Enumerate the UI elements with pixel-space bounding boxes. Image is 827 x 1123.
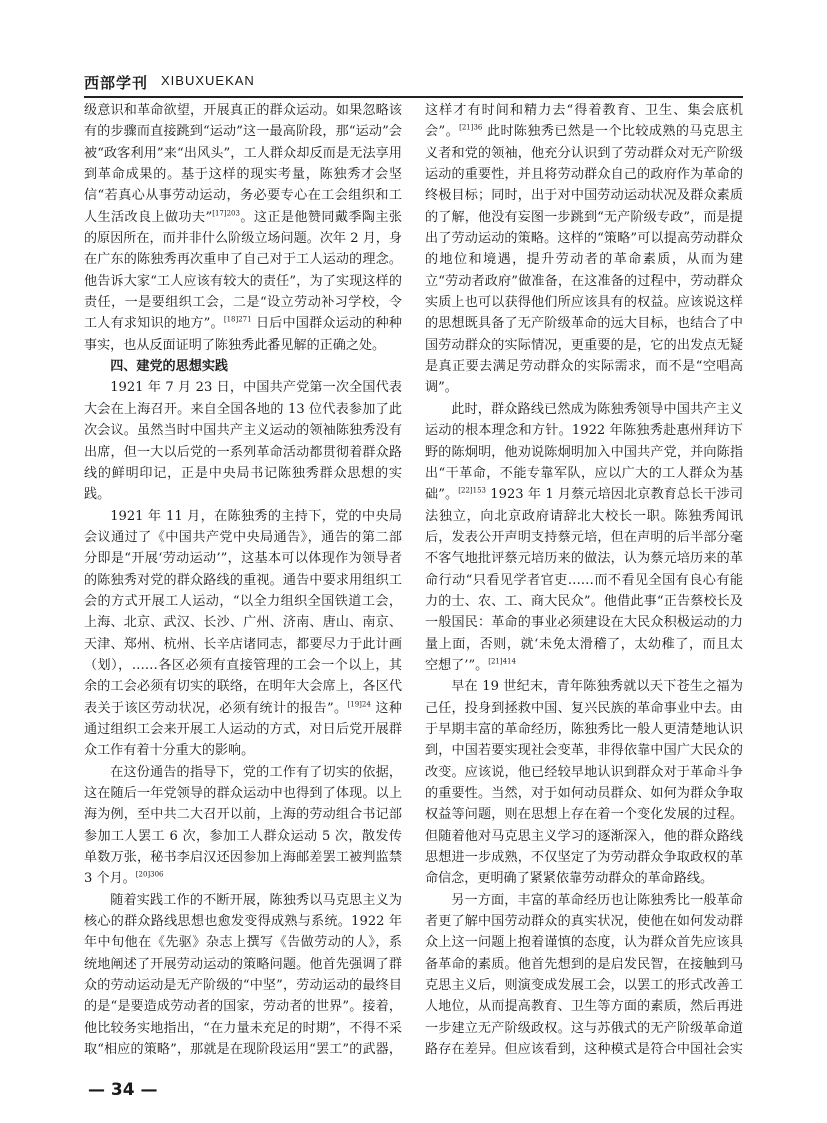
citation-ref: [21]36 <box>459 123 483 132</box>
body-paragraph <box>425 676 743 889</box>
paragraph-text: 日后中国群众运动的种种事实，也从反面证明了陈独秀此番见解的正确之处。 <box>84 316 402 353</box>
citation-ref: [17]203 <box>212 209 240 218</box>
paragraph-text: 这样才有时间和精力去“得着教育、卫生、集会底机会”。 <box>425 103 743 140</box>
body-paragraph <box>84 100 402 356</box>
journal-title-en: XIBUXUEKAN <box>161 73 255 88</box>
paragraph-text: 此时，群众路线已然成为陈独秀领导中国共产主义运动的根本理念和方针。1922 年陈独秀赴惠州拜访下野的陈炯明，他劝说陈炯明加入中国共产党，并向陈指出“干革命，不能专靠军队，应以广大的工人群众为基础”。 <box>425 401 743 503</box>
paragraph-text: 1923 年 1 月蔡元培因北京教育总长干涉司法独立，向北京政府请辞北大校长一职。陈独秀闻讯后，发表公开声明支持蔡元培，但在声明的后半部分毫不客气地批评蔡元培历来的做法，认为蔡元培历来的革命行动“只看见学者官吏……而不看见全国有良心有能力的士、农、工、商大民众”。他借此事“正告蔡校长及一般国民：革命的事业必须建设在大民众积极运动的力量上面，否则，就‘未免太滑稽了，太幼稚了，而且太空想了’”。 <box>425 487 743 673</box>
header-rule <box>84 96 743 98</box>
paragraph-text: 1921 年 11 月，在陈独秀的主持下，党的中央局会议通过了《中国共产党中央局通告》，通告的第二部分即是“开展‘劳动运动’”，这基本可以体现作为领导者的陈独秀对党的群众路线的重视。通告中要求用组织工会的方式开展工人运动，“以全力组织全国铁道工会，上海、北京、武汉、长沙、广州、济南、唐山、南京、天津、郑州、杭州、长辛店诸同志，都要尽力于此计画（划），……各区必须有直接管理的工会一个以上，其余的工会必须有切实的联络，在明年大会席上，各区代表关于该区劳动状况，必须有统计的报告”。 <box>84 508 402 716</box>
right-column <box>425 100 743 1060</box>
left-column <box>84 100 402 1060</box>
body-paragraph <box>84 890 402 1060</box>
paragraph-text: 1921 年 7 月 23 日，中国共产党第一次全国代表大会在上海召开。来自全国各地的 13 位代表参加了此次会议。虽然当时中国共产主义运动的领袖陈独秀没有出席，但一大以后党的一系列革命活动都贯彻着群众路线的鲜明印记，正是中央局书记陈独秀群众思想的实践。 <box>84 380 402 503</box>
paragraph-text: 这种通过组织工会来开展工人运动的方式，对日后党开展群众工作有着十分重大的影响。 <box>84 700 402 759</box>
body-paragraph <box>84 377 402 505</box>
body-paragraph <box>425 890 743 1060</box>
section-heading: 四、建党的思想实践 <box>110 359 229 375</box>
paragraph-text: 。这正是他赞同戴季陶主张的原因所在，而并非什么阶级立场问题。次年 2 月，身在广东的陈独秀再次重申了自己对于工人运动的理念。他告诉大家“工人应该有较大的责任”，为了实现这样的责任，一是要组织工会，二是“设立劳动补习学校，令工人有求知识的地方”。 <box>84 209 402 332</box>
paragraph-text: 早在 19 世纪末，青年陈独秀就以天下苍生之福为己任，投身到拯救中国、复兴民族的革命事业中去。由于早期丰富的革命经历，陈独秀比一般人更清楚地认识到，中国若要实现社会变革，非得依靠中国广大民众的改变。应该说，他已经较早地认识到群众对于革命斗争的重要性。当然，对于如何动员群众、如何为群众争取权益等问题，则在思想上存在着一个变化发展的过程。但随着他对马克思主义学习的逐渐深入，他的群众路线思想进一步成熟，不仅坚定了为劳动群众争取政权的革命信念，更明确了紧紧依靠劳动群众的革命路线。 <box>425 679 743 887</box>
citation-ref: [20]306 <box>135 871 164 880</box>
paragraph-text: 此时陈独秀已然是一个比较成熟的马克思主义者和党的领袖，他充分认识到了劳动群众对无产阶级运动的重要性，并且将劳动群众自己的政府作为革命的终极目标；同时，出于对中国劳动运动状况及群众素质的了解，他没有妄图一步跳到“无产阶级专政”，而是提出了劳动运动的策略。这样的“策略”可以提高劳动群众的地位和境遇，提升劳动者的革命素质，从而为建立“劳动者政府”做准备，在这准备的过程中，劳动群众实质上也可以获得他们所应该具有的权益。应该说这样的思想既具备了无产阶级革命的远大目标，也结合了中国劳动群众的实际情况，更重要的是，它的出发点无疑是真正要去满足劳动群众的实际需求，而不是“空唱高调”。 <box>425 124 743 396</box>
citation-ref: [18]271 <box>223 316 252 325</box>
citation-ref: [21]414 <box>488 657 516 666</box>
running-header <box>84 70 743 94</box>
page-number: — 34 — <box>88 1080 158 1100</box>
citation-ref: [19]24 <box>347 700 371 709</box>
paragraph-text: 随着实践工作的不断开展，陈独秀以马克思主义为核心的群众路线思想也愈发变得成熟与系统。1922 年年中旬他在《先驱》杂志上撰写《告做劳动的人》，系统地阐述了开展劳动运动的策略问题。他首先强调了群众的劳动运动是无产阶级的“中坚”，劳动运动的最终目的是“是要造成劳动者的国家，劳动者的世界”。接着，他比较务实地指出，“在力量未充足的时期”，不得不采取“相应的策略”，那就是在现阶段运用“罢工”的武器， <box>84 892 402 1058</box>
body-paragraph <box>425 100 743 399</box>
paragraph-text: 级意识和革命欲望，开展真正的群众运动。如果忽略该有的步骤而直接跳到“运动”这一最高阶段，那“运动”会被“政客利用”来“出风头”，工人群众却反而是无法享用到革命成果的。基于这样的现实考量，陈独秀才会坚信“若真心从事劳动运动，务必要专心在工会组织和工人生活改良上做功夫” <box>84 103 402 225</box>
citation-ref: [22]153 <box>458 486 486 495</box>
body-paragraph <box>425 399 743 676</box>
body-paragraph <box>84 762 402 890</box>
journal-title-cn: 西部学刊 <box>84 74 149 92</box>
paragraph-text: 在这份通告的指导下，党的工作有了切实的依据，这在随后一年党领导的群众运动中也得到了体现。以上海为例，至中共二大召开以前，上海的劳动组合书记部参加工人罢工 6 次，参加工人群众运动 5 次，散发传单数万张，秘书李启汉还因参加上海邮差罢工被判监禁 3 个月。 <box>84 764 402 887</box>
paragraph-text: 另一方面，丰富的革命经历也让陈独秀比一般革命者更了解中国劳动群众的真实状况，使他在如何发动群众上这一问题上抱着谨慎的态度，认为群众首先应该具备革命的素质。他首先想到的是启发民智，在接触到马克思主义后，则演变成发展工会，以罢工的形式改善工人地位，从而提高教育、卫生等方面的素质，然后再进一步建立无产阶级政权。这与苏俄式的无产阶级革命道路存在差异。但应该看到，这种模式是符合中国社会实 <box>425 892 743 1058</box>
body-paragraph <box>84 506 402 762</box>
